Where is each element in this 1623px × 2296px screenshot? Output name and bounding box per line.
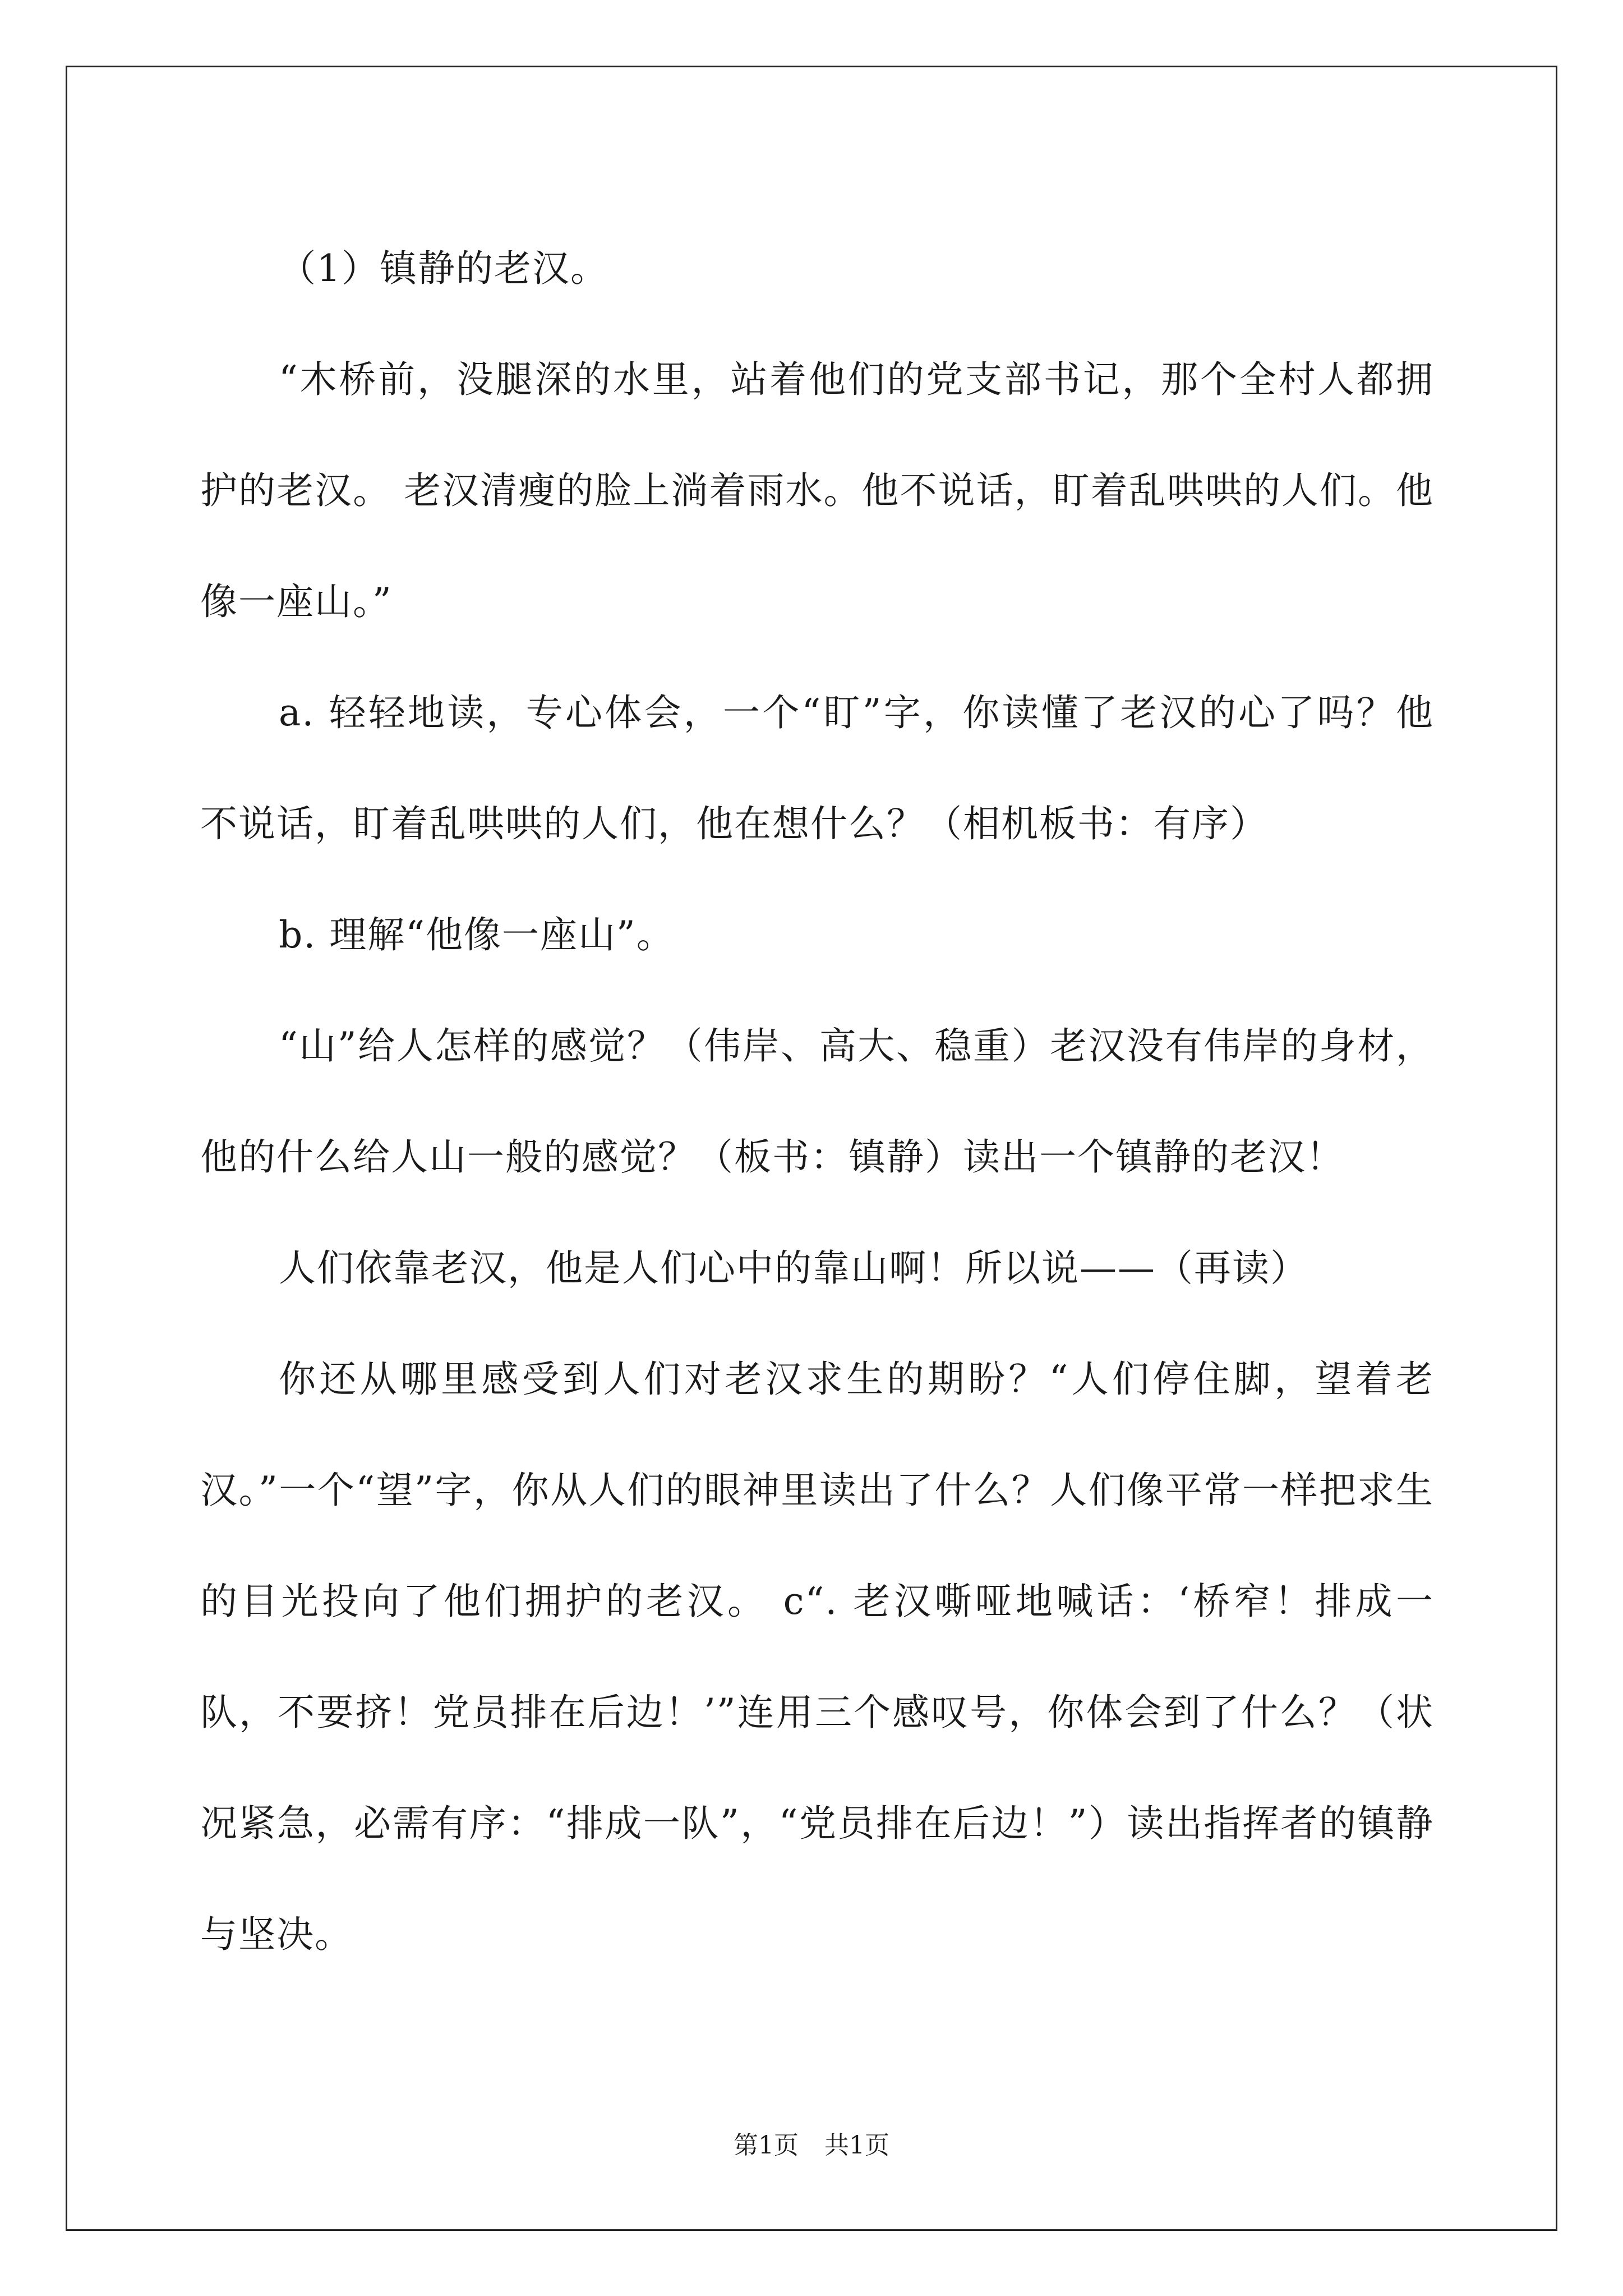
page-total: 共1页 (824, 2131, 889, 2160)
paragraph-mountain: “山”给人怎样的感觉？（伟岸、高大、稳重）老汉没有伟岸的身材，他的什么给人山一般的感觉？（板书：镇静）读出一个镇静的老汉！ (200, 1024, 1434, 1179)
page-number: 第1页 (734, 2131, 799, 2160)
page-footer (0, 2129, 1623, 2162)
paragraph-reliance: 人们依靠老汉，他是人们心中的靠山啊！所以说——（再读） (279, 1246, 1308, 1290)
paragraph-b: b. 理解“他像一座山”。 (279, 913, 675, 956)
paragraph-a: a. 轻轻地读，专心体会，一个“盯”字，你读懂了老汉的心了吗？他不说话，盯着乱哄哄的人们，他在想什么？（相机板书：有序） (200, 691, 1434, 845)
paragraph-expectation: 你还从哪里感受到人们对老汉求生的期盼？“人们停住脚，望着老汉。”一个“望”字，你从人们的眼神里读出了什么？人们像平常一样把求生的目光投向了他们拥护的老汉。 c“. 老汉嘶哑地喊话：‘桥窄！排成一队，不要挤！党员排在后边！’”连用三个感叹号，你体会到了什么？（状况紧急，必需有序：“排成一队”，“党员排在后边！”）读出指挥者的镇静与坚决。 (200, 1358, 1434, 1956)
paragraph-heading: （1）镇静的老汉。 (279, 247, 608, 290)
document-body (200, 213, 1434, 1990)
paragraph-quote: “木桥前，没腿深的水里，站着他们的党支部书记，那个全村人都拥护的老汉。 老汉清瘦的脸上淌着雨水。他不说话，盯着乱哄哄的人们。他像一座山。” (200, 358, 1434, 623)
